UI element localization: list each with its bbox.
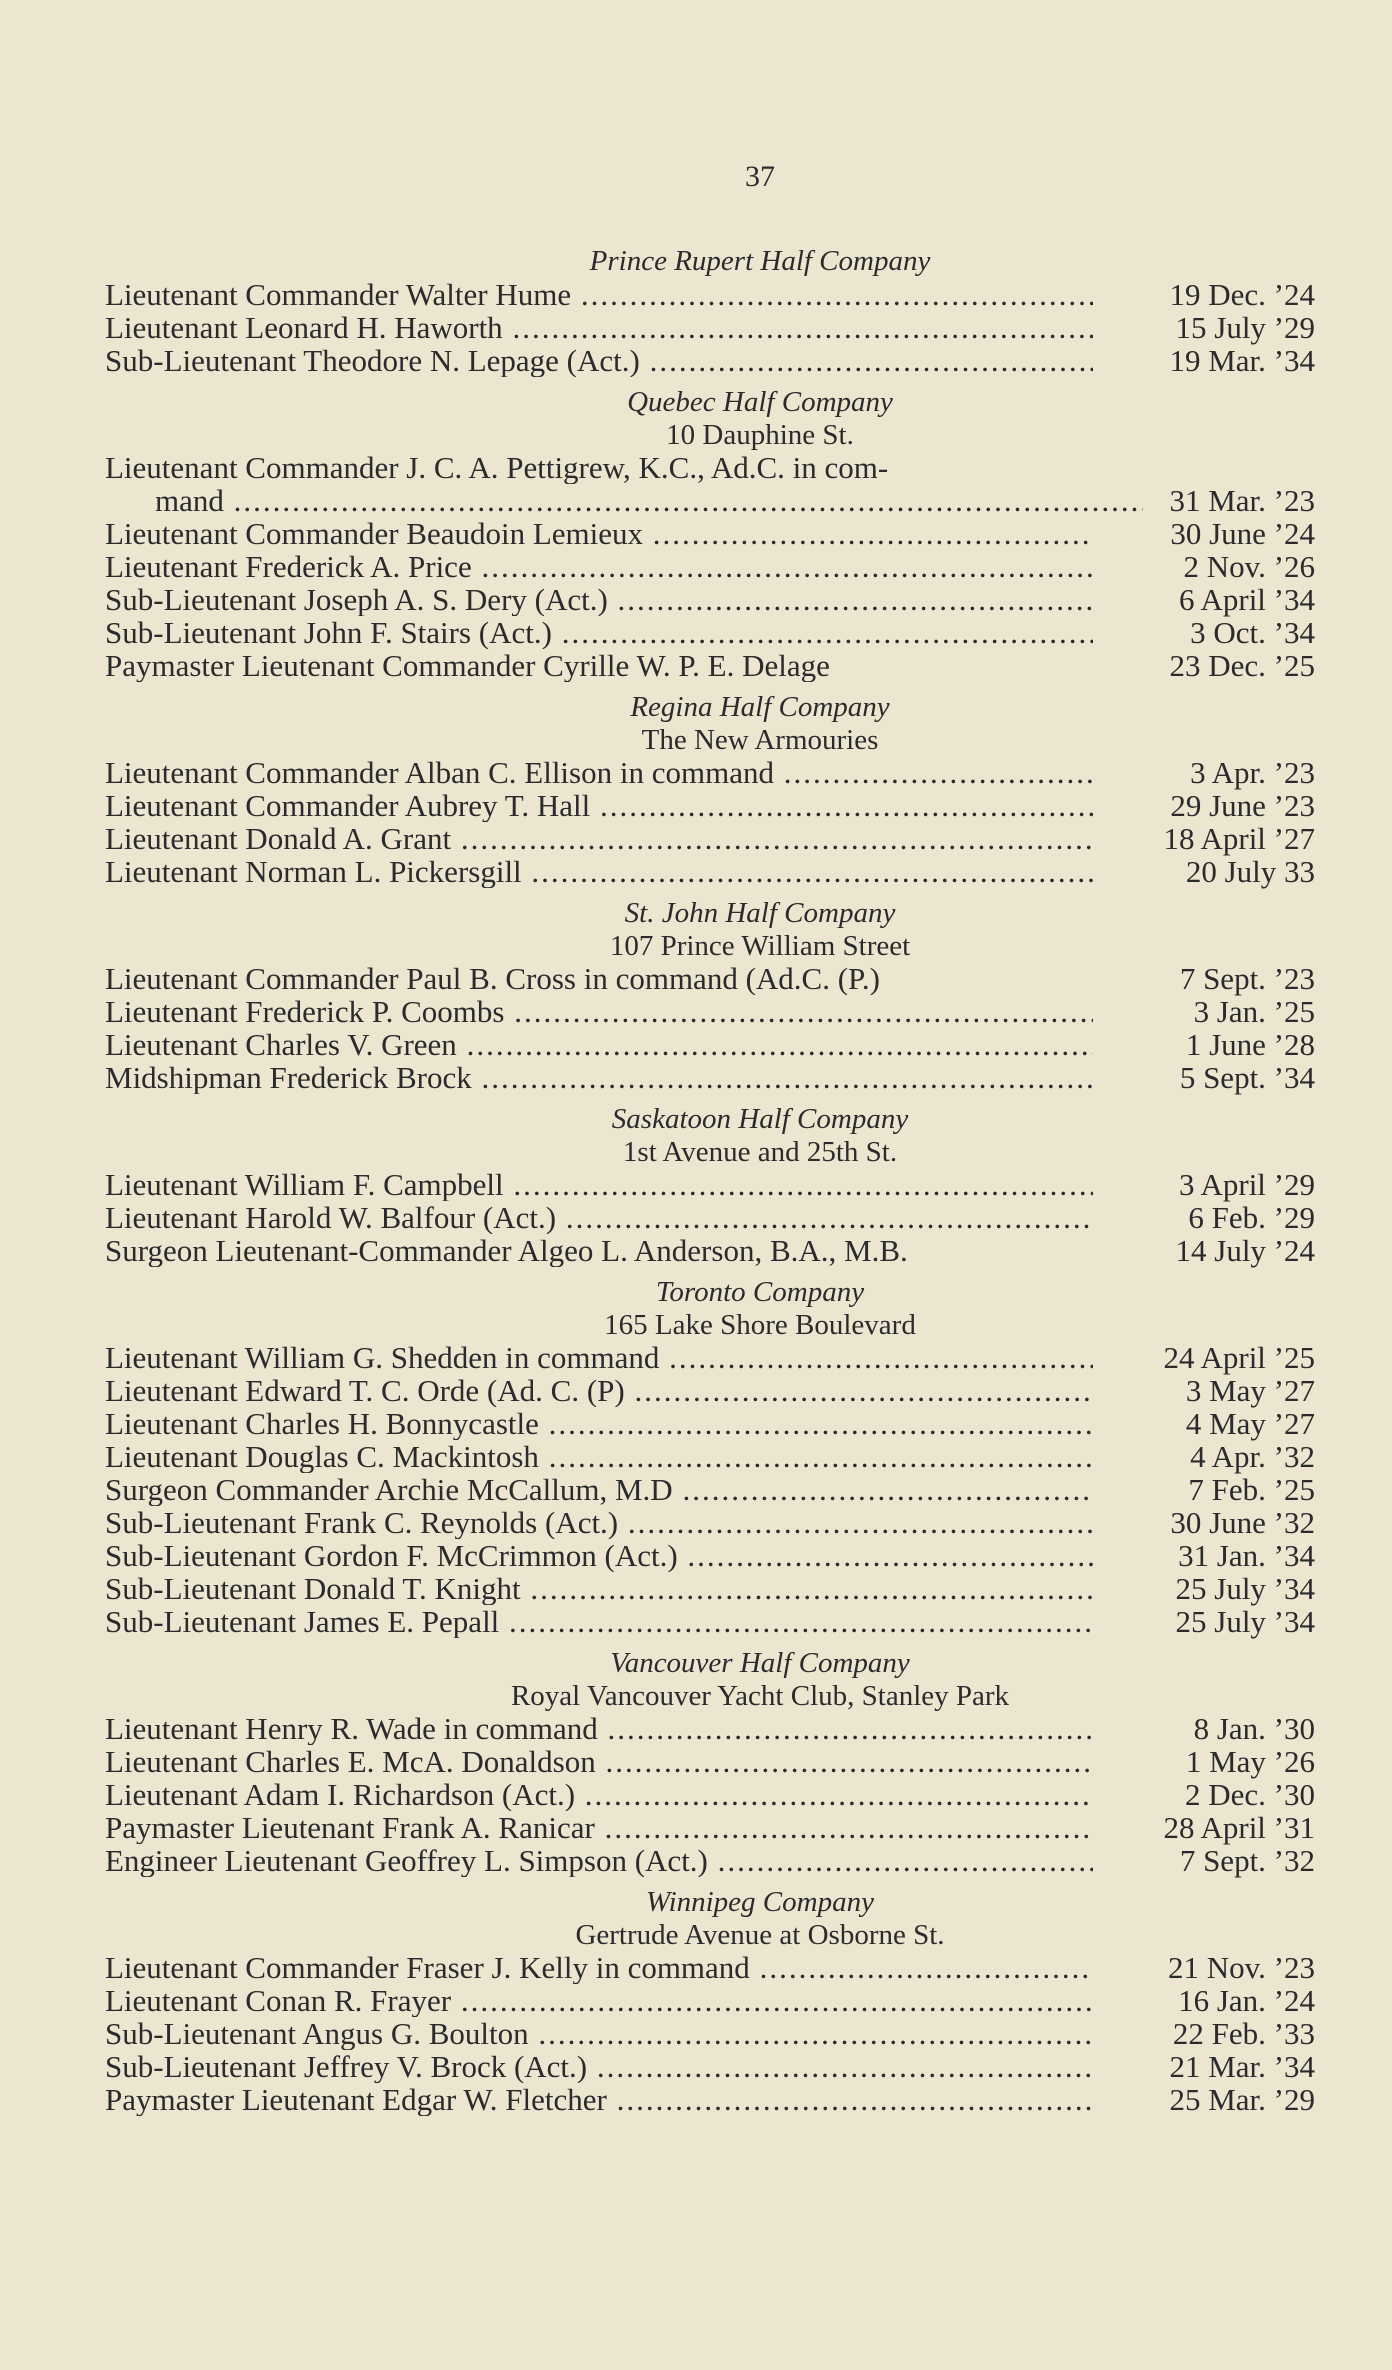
officer-name: Surgeon Commander Archie McCallum, M.D ..... xyxy=(105,1473,1093,1506)
officer-name: Lieutenant Commander Beaudoin Lemieux ..... xyxy=(105,517,1093,550)
officer-entry xyxy=(105,1473,1315,1506)
officer-entry xyxy=(105,278,1315,311)
company-title: Prince Rupert Half Company xyxy=(589,245,931,277)
officer-entry xyxy=(105,1168,1315,1201)
officer-name: Lieutenant Commander Walter Hume ..... xyxy=(105,278,1093,311)
seniority-date: 7 Sept. ’32 xyxy=(1179,1843,1315,1878)
officer-name: Engineer Lieutenant Geoffrey L. Simpson (Act.) ..... xyxy=(105,1844,1093,1877)
officer-name: Lieutenant William F. Campbell ..... xyxy=(105,1168,1093,1201)
officer-entry xyxy=(105,1440,1315,1473)
company-title: Toronto Company xyxy=(655,1276,865,1308)
seniority-date: 8 Jan. ’30 xyxy=(1193,1711,1315,1746)
company-address: 107 Prince William Street xyxy=(609,930,911,962)
seniority-date: 2 Dec. ’30 xyxy=(1185,1777,1315,1812)
seniority-date: 21 Mar. ’34 xyxy=(1169,2049,1315,2084)
officer-name: Sub-Lieutenant Gordon F. McCrimmon (Act.) ..... xyxy=(105,1539,1093,1572)
officer-entry xyxy=(105,1506,1315,1539)
seniority-date: 3 Apr. ’23 xyxy=(1190,755,1315,790)
officer-entry xyxy=(105,1341,1315,1374)
company-title: Vancouver Half Company xyxy=(610,1647,910,1679)
officer-entry xyxy=(105,822,1315,855)
officer-entry xyxy=(105,1061,1315,1094)
officer-entry xyxy=(105,649,1315,682)
company-section xyxy=(105,690,1315,888)
company-section xyxy=(105,1646,1315,1877)
seniority-date: 31 Mar. ’23 xyxy=(1169,483,1315,518)
officer-name: Sub-Lieutenant Jeffrey V. Brock (Act.) ..... xyxy=(105,2050,1093,2083)
officer-entry xyxy=(105,484,1315,517)
officer-entry xyxy=(105,1778,1315,1811)
officer-entry xyxy=(105,1234,1315,1267)
officer-name: Lieutenant Conan R. Frayer ..... xyxy=(105,1984,1093,2017)
company-section xyxy=(105,896,1315,1094)
seniority-date: 19 Mar. ’34 xyxy=(1169,343,1315,378)
seniority-date: 2 Nov. ’26 xyxy=(1183,549,1315,584)
officer-entry xyxy=(105,517,1315,550)
seniority-date: 14 July ’24 xyxy=(1175,1233,1315,1268)
seniority-date: 31 Jan. ’34 xyxy=(1178,1538,1315,1573)
company-title: Regina Half Company xyxy=(630,691,890,723)
officer-name: Lieutenant Norman L. Pickersgill ..... xyxy=(105,855,1093,888)
seniority-date: 25 July ’34 xyxy=(1175,1571,1315,1606)
seniority-date: 4 May ’27 xyxy=(1185,1406,1315,1441)
seniority-date: 21 Nov. ’23 xyxy=(1168,1950,1315,1985)
officer-entry xyxy=(105,1811,1315,1844)
officer-name: Lieutenant Adam I. Richardson (Act.) ..... xyxy=(105,1778,1093,1811)
officer-entry xyxy=(105,962,1315,995)
officer-name: Lieutenant Charles E. McA. Donaldson ..... xyxy=(105,1745,1093,1778)
company-address: The New Armouries xyxy=(641,724,879,756)
officer-name: Midshipman Frederick Brock ..... xyxy=(105,1061,1093,1094)
seniority-date: 6 April ’34 xyxy=(1178,582,1315,617)
company-title: Saskatoon Half Company xyxy=(611,1103,909,1135)
officer-name: Lieutenant Leonard H. Haworth ..... xyxy=(105,311,1093,344)
officer-entry xyxy=(105,855,1315,888)
officer-name: Lieutenant Charles V. Green ..... xyxy=(105,1028,1093,1061)
officer-entry xyxy=(105,1844,1315,1877)
officer-name: Lieutenant Douglas C. Mackintosh ..... xyxy=(105,1440,1093,1473)
company-section xyxy=(105,244,1315,377)
seniority-date: 6 Feb. ’29 xyxy=(1188,1200,1315,1235)
officer-entry xyxy=(105,1407,1315,1440)
company-section xyxy=(105,385,1315,682)
officer-name: Sub-Lieutenant Joseph A. S. Dery (Act.) ..... xyxy=(105,583,1093,616)
company-title: Winnipeg Company xyxy=(646,1886,874,1918)
officer-name: Lieutenant Commander Paul B. Cross in command (Ad.C. (P.) xyxy=(105,962,880,995)
officer-name: Lieutenant Donald A. Grant ..... xyxy=(105,822,1093,855)
officer-name: Lieutenant Frederick A. Price ..... xyxy=(105,550,1093,583)
officer-entry xyxy=(105,451,1315,484)
officer-entry xyxy=(105,344,1315,377)
seniority-date: 1 May ’26 xyxy=(1185,1744,1315,1779)
seniority-date: 22 Feb. ’33 xyxy=(1172,2016,1315,2051)
seniority-date: 7 Sept. ’23 xyxy=(1179,961,1315,996)
officer-entry xyxy=(105,583,1315,616)
seniority-date: 25 Mar. ’29 xyxy=(1169,2082,1315,2117)
officer-name: Sub-Lieutenant Donald T. Knight ..... xyxy=(105,1572,1093,1605)
officer-name: Sub-Lieutenant John F. Stairs (Act.) ..... xyxy=(105,616,1093,649)
company-section xyxy=(105,1885,1315,2116)
officer-entry xyxy=(105,2017,1315,2050)
company-address: 165 Lake Shore Boulevard xyxy=(604,1309,916,1341)
officer-name: Sub-Lieutenant Frank C. Reynolds (Act.) ..... xyxy=(105,1506,1093,1539)
company-title: Quebec Half Company xyxy=(627,386,893,418)
officer-entry xyxy=(105,789,1315,822)
company-list xyxy=(105,244,1315,2116)
officer-entry xyxy=(105,2083,1315,2116)
officer-entry xyxy=(105,995,1315,1028)
document-page xyxy=(105,160,1315,2124)
company-section xyxy=(105,1102,1315,1267)
officer-name: Lieutenant Commander Aubrey T. Hall ..... xyxy=(105,789,1093,822)
seniority-date: 15 July ’29 xyxy=(1175,310,1315,345)
officer-name: Sub-Lieutenant James E. Pepall ..... xyxy=(105,1605,1093,1638)
seniority-date: 16 Jan. ’24 xyxy=(1178,1983,1315,2018)
seniority-date: 7 Feb. ’25 xyxy=(1188,1472,1315,1507)
seniority-date: 1 June ’28 xyxy=(1185,1027,1315,1062)
company-address: Royal Vancouver Yacht Club, Stanley Park xyxy=(510,1680,1010,1712)
seniority-date: 3 Jan. ’25 xyxy=(1193,994,1315,1029)
officer-name: Lieutenant Edward T. C. Orde (Ad. C. (P) ..... xyxy=(105,1374,1093,1407)
officer-entry xyxy=(105,2050,1315,2083)
seniority-date: 24 April ’25 xyxy=(1163,1340,1315,1375)
officer-entry xyxy=(105,756,1315,789)
officer-entry xyxy=(105,550,1315,583)
seniority-date: 20 July 33 xyxy=(1185,854,1315,889)
seniority-date: 30 June ’32 xyxy=(1170,1505,1315,1540)
seniority-date: 5 Sept. ’34 xyxy=(1179,1060,1315,1095)
seniority-date: 30 June ’24 xyxy=(1170,516,1315,551)
officer-entry xyxy=(105,1984,1315,2017)
company-section xyxy=(105,1275,1315,1638)
officer-name: Lieutenant Henry R. Wade in command ..... xyxy=(105,1712,1093,1745)
seniority-date: 23 Dec. ’25 xyxy=(1169,648,1315,683)
officer-entry xyxy=(105,1951,1315,1984)
officer-name: Lieutenant Harold W. Balfour (Act.) ..... xyxy=(105,1201,1093,1234)
seniority-date: 29 June ’23 xyxy=(1170,788,1315,823)
officer-entry xyxy=(105,1028,1315,1061)
officer-name: Lieutenant Commander J. C. A. Pettigrew, K.C., Ad.C. in com- xyxy=(105,451,889,484)
seniority-date: 3 Oct. ’34 xyxy=(1190,615,1315,650)
company-address: 10 Dauphine St. xyxy=(666,419,854,451)
officer-name: Lieutenant Frederick P. Coombs ..... xyxy=(105,995,1093,1028)
officer-name: Paymaster Lieutenant Edgar W. Fletcher ..... xyxy=(105,2083,1093,2116)
officer-entry xyxy=(105,1374,1315,1407)
officer-name: Sub-Lieutenant Angus G. Boulton ..... xyxy=(105,2017,1093,2050)
seniority-date: 3 April ’29 xyxy=(1178,1167,1315,1202)
officer-entry xyxy=(105,1572,1315,1605)
officer-name: Lieutenant William G. Shedden in command ..... xyxy=(105,1341,1093,1374)
officer-name: Paymaster Lieutenant Commander Cyrille W. P. E. Delage xyxy=(105,649,830,682)
company-address: Gertrude Avenue at Osborne St. xyxy=(575,1919,945,1951)
company-title: St. John Half Company xyxy=(624,897,896,929)
seniority-date: 25 July ’34 xyxy=(1175,1604,1315,1639)
seniority-date: 18 April ’27 xyxy=(1163,821,1315,856)
officer-name: mand ..... xyxy=(105,484,1143,517)
seniority-date: 4 Apr. ’32 xyxy=(1190,1439,1315,1474)
officer-name: Sub-Lieutenant Theodore N. Lepage (Act.) ..... xyxy=(105,344,1093,377)
seniority-date: 28 April ’31 xyxy=(1163,1810,1315,1845)
officer-entry xyxy=(105,311,1315,344)
officer-entry xyxy=(105,1745,1315,1778)
officer-name: Lieutenant Commander Fraser J. Kelly in command ..... xyxy=(105,1951,1093,1984)
officer-name: Lieutenant Charles H. Bonnycastle ..... xyxy=(105,1407,1093,1440)
officer-entry xyxy=(105,1605,1315,1638)
officer-entry xyxy=(105,1539,1315,1572)
officer-entry xyxy=(105,616,1315,649)
seniority-date: 3 May ’27 xyxy=(1185,1373,1315,1408)
officer-entry xyxy=(105,1201,1315,1234)
officer-name: Paymaster Lieutenant Frank A. Ranicar ..... xyxy=(105,1811,1093,1844)
page-number: 37 xyxy=(745,160,775,193)
officer-entry xyxy=(105,1712,1315,1745)
seniority-date: 19 Dec. ’24 xyxy=(1169,277,1315,312)
officer-name: Lieutenant Commander Alban C. Ellison in command ..... xyxy=(105,756,1093,789)
officer-name: Surgeon Lieutenant-Commander Algeo L. Anderson, B.A., M.B. xyxy=(105,1234,908,1267)
company-address: 1st Avenue and 25th St. xyxy=(622,1136,898,1168)
